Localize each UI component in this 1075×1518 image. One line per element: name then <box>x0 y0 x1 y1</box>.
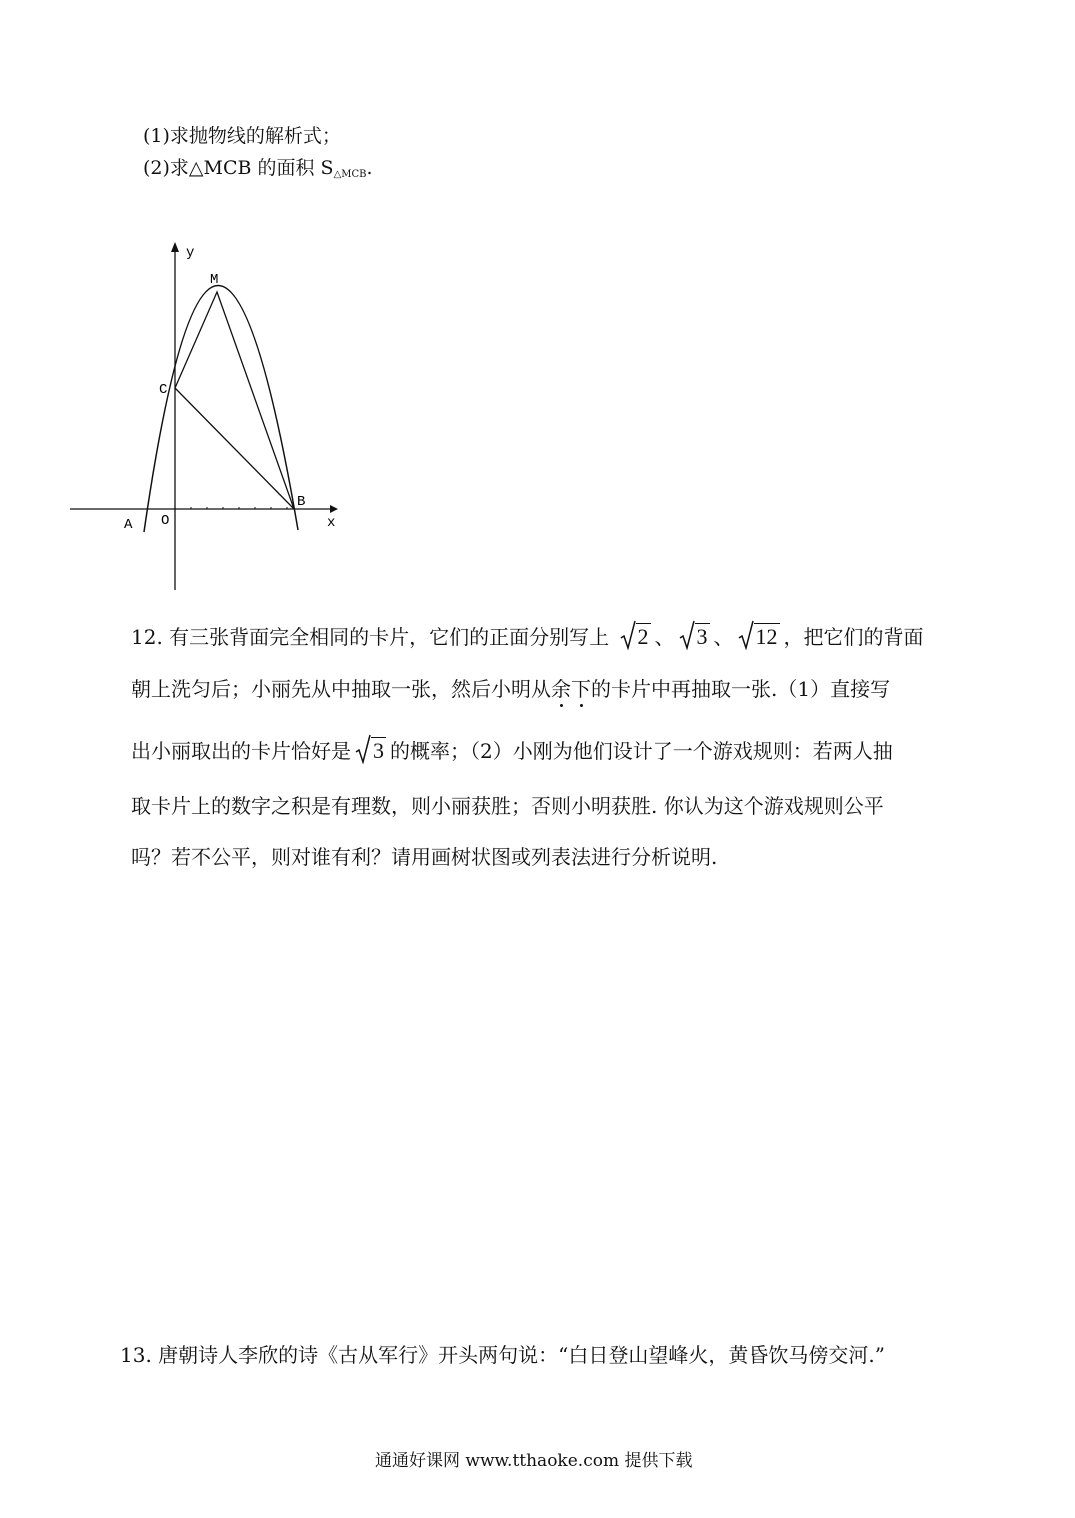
x-axis-arrow <box>330 505 338 513</box>
sqrt-3 <box>679 624 710 650</box>
separator: 、 <box>654 625 675 649</box>
question-11-part-1: (1)求抛物线的解析式； <box>143 125 341 147</box>
q12-text-3a: 出小丽取出的卡片恰好是 <box>131 739 351 763</box>
radical-sign-icon <box>355 734 371 764</box>
radicand: 3 <box>696 624 708 649</box>
label-a: A <box>124 517 133 533</box>
separator: 、 <box>713 625 734 649</box>
question-13-line-1: 13. 唐朝诗人李欣的诗《古从军行》开头两句说：“白日登山望峰火，黄昏饮马傍交河.” <box>120 1343 885 1367</box>
question-12-line-2 <box>131 673 890 702</box>
part-2-end: . <box>366 157 373 179</box>
radicand: 12 <box>755 624 778 649</box>
label-m: M <box>210 272 219 288</box>
question-11-part-2 <box>143 153 373 180</box>
radical-sign-icon <box>620 620 636 650</box>
question-12-line-5: 吗？若不公平，则对谁有利？请用画树状图或列表法进行分析说明. <box>131 845 718 869</box>
parabola-curve <box>144 285 298 532</box>
footer-text: 通通好课网 www.tthaoke.com 提供下载 <box>375 1451 693 1471</box>
q12-text-1a: 12. 有三张背面完全相同的卡片，它们的正面分别写上 <box>131 625 610 649</box>
q12-text-2b: 的卡片中再抽取一张.（1）直接写 <box>591 677 891 701</box>
emphasis-char: 余 <box>551 677 571 701</box>
q12-text-1b: ，把它们的背面 <box>783 625 924 649</box>
q12-text-3b: 的概率；（2）小刚为他们设计了一个游戏规则：若两人抽 <box>390 739 893 763</box>
part-2-text: (2)求△MCB 的面积 S <box>143 157 334 179</box>
q12-text-2a: 朝上洗匀后；小丽先从中抽取一张，然后小明从 <box>131 677 551 701</box>
emphasis-char: 下 <box>571 677 591 701</box>
radical-sign-icon <box>738 620 754 650</box>
sqrt-3 <box>355 738 386 764</box>
radical-sign-icon <box>679 620 695 650</box>
question-12-line-4: 取卡片上的数字之积是有理数，则小丽获胜；否则小明获胜. 你认为这个游戏规则公平 <box>131 794 884 818</box>
question-12-line-3 <box>131 735 893 764</box>
radicand: 2 <box>637 624 649 649</box>
label-origin: O <box>161 513 170 529</box>
label-y: y <box>186 245 195 261</box>
parabola-graph <box>60 230 360 600</box>
y-axis-arrow <box>171 242 179 252</box>
sqrt-12 <box>738 624 780 650</box>
question-12-line-1 <box>131 621 924 650</box>
label-c: C <box>159 382 168 398</box>
sqrt-2 <box>620 624 651 650</box>
part-2-subscript: △MCB <box>333 169 367 180</box>
triangle-mcb <box>175 292 294 509</box>
radicand: 3 <box>373 738 384 763</box>
label-b: B <box>297 494 306 510</box>
label-x: x <box>327 515 336 531</box>
